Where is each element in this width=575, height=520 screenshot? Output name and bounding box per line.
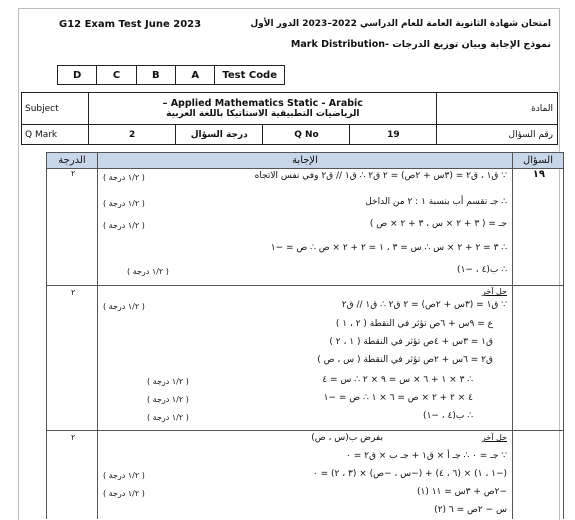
- code-d: D: [58, 66, 97, 85]
- subject-title: [89, 93, 437, 125]
- column-divider: [512, 167, 513, 519]
- solution-line: ∵ ق١ ، ق٢ = (٣س + ٢ص) = ٢ ق٢ ∴ ق١ // ق٢ وفي نفس الاتجاه: [254, 171, 507, 181]
- mark-half: ( ١/٢ درجة ): [103, 489, 145, 498]
- solution-line: −٢ص + ٣س = ١١ (١): [416, 487, 507, 497]
- solution-line: بفرض ب(س ، ص): [311, 433, 383, 443]
- alt-solution-heading: حل آخر: [481, 433, 507, 442]
- code-c: C: [97, 66, 136, 85]
- exam-title: G12 Exam Test June 2023: [59, 19, 202, 30]
- test-code-label: Test Code: [215, 66, 285, 85]
- mark-half: ( ١/٢ درجة ): [103, 173, 145, 182]
- solution-line: ق١ = ٣س + ٤ص تؤثر في النقطة ( ١ ، ٢ ): [329, 337, 493, 347]
- solution-line: ∴ ب(٤ ، −١): [457, 265, 507, 275]
- subject-info-table: [21, 92, 558, 145]
- solution-line: ∵ جـ = ٠ ∴ جـ أ × ق١ + جـ ب × ق٢ = ٠: [345, 451, 507, 461]
- subject-label-ar: المادة: [437, 93, 558, 125]
- qno-value: 19: [350, 125, 437, 145]
- col-answer-header: الإجابة: [292, 155, 318, 166]
- solution-line: ٤ × ٢ + ٢ × ص = ٦ × ١ ∴ ص = −١: [323, 393, 473, 403]
- row-mark: ٢: [71, 169, 76, 178]
- qmark-label-ar: درجة السؤال: [175, 125, 262, 145]
- test-code-table: [57, 65, 285, 85]
- solution-line: ∴ جـ تقسم أب بنسبة ١ : ٢ من الداخل: [365, 197, 507, 207]
- solution-line: ∴ ٣ × ١ + ٦ × س = ٩ × ٢ ∴ س = ٤: [322, 375, 473, 385]
- subject-label-en: Subject: [22, 93, 89, 125]
- solution-line: ق٢ = ٦س + ٢ص تؤثر في النقطة ( س ، ص ): [317, 355, 493, 365]
- solution-line: جـ = ( ٣ + ٢ × س ، ٣ + ٢ × ص ): [369, 219, 507, 229]
- qno-label-en: Q No: [263, 125, 350, 145]
- solution-line: ∵ ق١ = (٣س + ٢ص) = ٢ ق٢ ∴ ق١ // ق٢: [341, 300, 507, 310]
- column-divider: [97, 167, 98, 519]
- answer-table-body: [46, 167, 564, 519]
- mark-half: ( ١/٢ درجة ): [103, 199, 145, 208]
- arabic-title: امتحان شهادة الثانوية العامة للعام الدراسي 2022–2023 الدور الأول: [250, 19, 551, 29]
- mark-half: ( ١/٢ درجة ): [127, 267, 169, 276]
- col-question-header: السؤال: [512, 153, 563, 168]
- solution-line: ∴ ب(٤ ، −١): [423, 411, 473, 421]
- col-mark-header: الدرجة: [47, 153, 98, 168]
- mark-half: ( ١/٢ درجة ): [147, 413, 189, 422]
- qmark-label-en: Q Mark: [22, 125, 89, 145]
- subtitle: نموذج الإجابة وبيان توزيع الدرجات -Mark Distribution: [290, 39, 551, 50]
- subject-title-en: – Applied Mathematics Static - Arabic: [162, 98, 363, 109]
- mark-half: ( ١/٢ درجة ): [103, 302, 145, 311]
- solution-line: ع = ٩س + ٦ص تؤثر في النقطة ( ٢ ، ١ ): [335, 319, 493, 329]
- row-mark: ٢: [71, 288, 76, 297]
- qno-label-ar: رقم السؤال: [437, 125, 558, 145]
- mark-half: ( ١/٢ درجة ): [103, 471, 145, 480]
- code-b: B: [136, 66, 175, 85]
- row-divider: [47, 430, 563, 431]
- solution-line: (−١ ، ١) × (٦ ، ٤) + (−س ، −ص) × (٣ ، ٢) = ٠: [312, 469, 507, 479]
- code-a: A: [176, 66, 215, 85]
- solution-line: س − ٢ص = ٦ (٢): [434, 505, 507, 515]
- alt-solution-heading: حل آخر: [481, 287, 507, 296]
- subject-title-ar: الرياضيات التطبيقية الاستاتيكا باللغة العربية: [166, 109, 360, 119]
- mark-half: ( ١/٢ درجة ): [147, 377, 189, 386]
- row-divider: [47, 285, 563, 286]
- question-number: ١٩: [532, 169, 545, 180]
- mark-half: ( ١/٢ درجة ): [147, 395, 189, 404]
- row-mark: ٢: [71, 433, 76, 442]
- solution-line: ∴ ٣ = ٢ + ٢ × س ∴ س = ٣ ، ١ = ٢ + ٢ × ص ∴ ص = −١: [270, 243, 507, 253]
- mark-half: ( ١/٢ درجة ): [103, 221, 145, 230]
- qmark-value: 2: [89, 125, 176, 145]
